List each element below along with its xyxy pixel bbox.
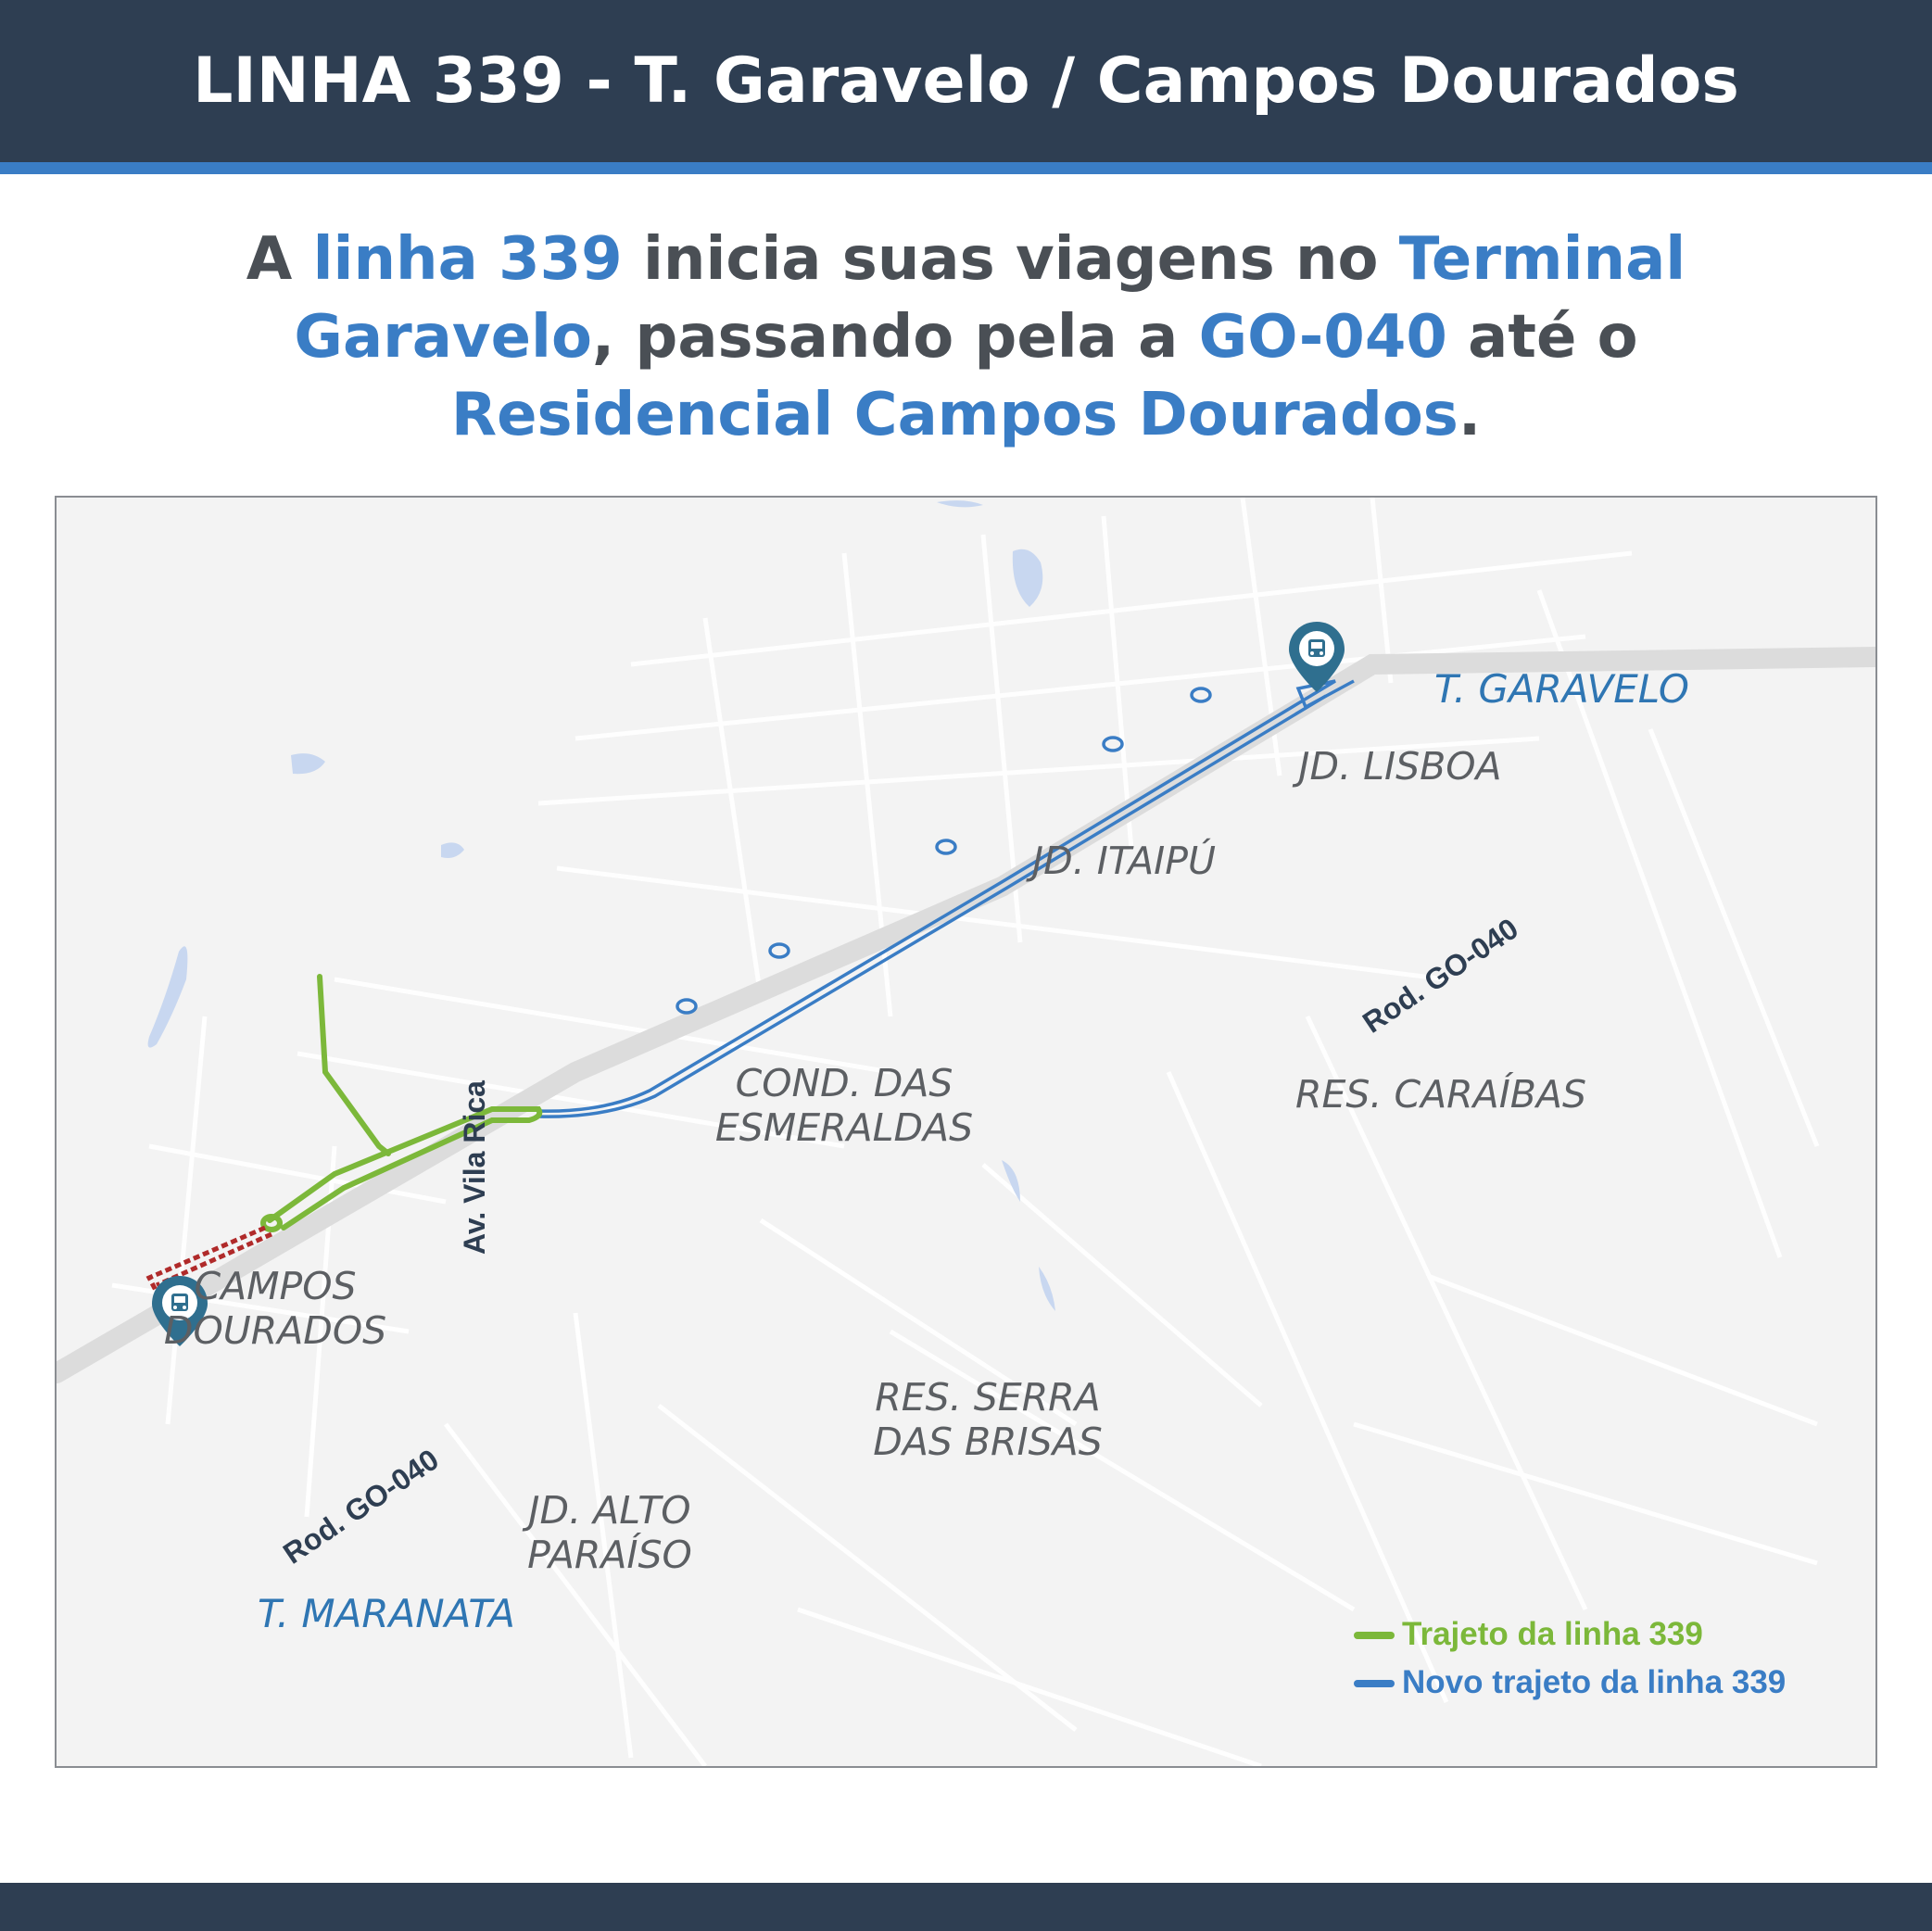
legend-swatch-green (1354, 1632, 1395, 1639)
label-jd-alto-paraiso: JD. ALTO PARAÍSO (527, 1488, 692, 1577)
intro-part-5: . (1458, 381, 1482, 449)
intro-highlight-highway: GO-040 (1198, 303, 1447, 372)
label-terminal-maranata: T. MARANATA (258, 1591, 515, 1636)
intro-highlight-line: linha 339 (312, 225, 623, 294)
label-campos-dourados: CAMPOS DOURADOS (163, 1264, 387, 1353)
label-road-go040-west: Rod. GO-040 (277, 1442, 445, 1571)
label-jd-lisboa: JD. LISBOA (1298, 744, 1502, 789)
footer-bar (0, 1883, 1932, 1931)
intro-highlight-destination: Residencial Campos Dourados (450, 381, 1458, 449)
intro-part-3: , passando pela a (591, 303, 1199, 372)
legend-label-new-route: Novo trajeto da linha 339 (1402, 1664, 1787, 1700)
header-bar (0, 0, 1932, 174)
intro-part-1: A (246, 225, 313, 294)
route-map[interactable] (55, 496, 1877, 1768)
label-road-vila-rica: Av. Vila Rica (458, 1080, 491, 1255)
label-res-caraibas: RES. CARAÍBAS (1295, 1072, 1586, 1117)
legend-swatch-blue (1354, 1680, 1395, 1687)
label-jd-itaipu: JD. ITAIPÚ (1032, 839, 1216, 883)
water-bodies (148, 500, 1055, 1311)
label-road-go040-east: Rod. GO-040 (1357, 911, 1524, 1040)
legend-label-old-route: Trajeto da linha 339 (1402, 1616, 1703, 1652)
label-cond-esmeraldas: COND. DAS ESMERALDAS (714, 1061, 974, 1150)
intro-part-4: até o (1446, 303, 1638, 372)
label-terminal-garavelo: T. GARAVELO (1434, 666, 1689, 712)
intro-part-2: inicia suas viagens no (622, 225, 1399, 294)
intro-highlight-terminal: Terminal Garavelo (294, 225, 1686, 372)
page-title: LINHA 339 - T. Garavelo / Campos Dourados (193, 44, 1739, 118)
label-res-serra-brisas: RES. SERRA DAS BRISAS (873, 1375, 1103, 1464)
intro-text (111, 221, 1821, 454)
